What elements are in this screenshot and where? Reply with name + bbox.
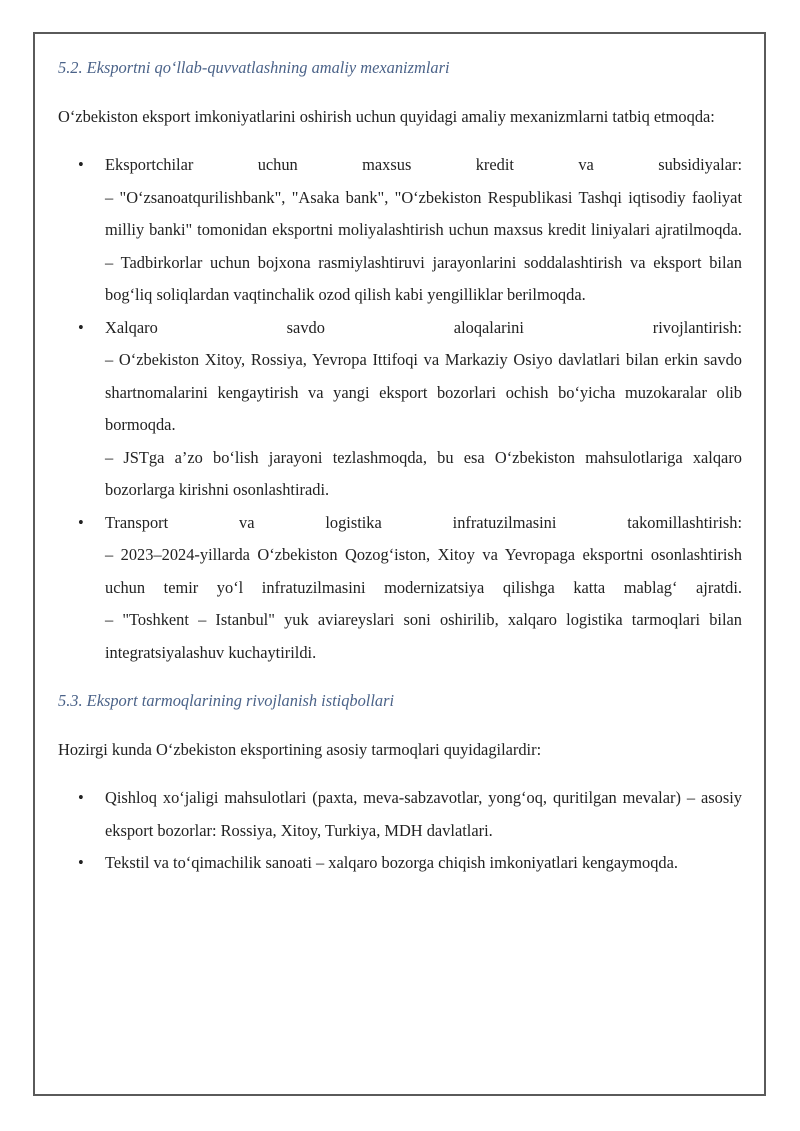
list-item-paragraph: – O‘zbekiston Xitoy, Rossiya, Yevropa Ittifoqi va Markaziy Osiyo davlatlari bilan erkin savdo shartnomalarini kengaytirish va yangi eksport bozorlari ochish bo‘yicha muzokaralar olib bormoqda. xyxy=(105,350,742,434)
list-item-paragraph: – "O‘zsanoatqurilishbank", "Asaka bank", "O‘zbekiston Respublikasi Tashqi iqtisodiy faoliyat milliy banki" tomonidan eksportni moliyalashtirish uchun maxsus kredit liniyalari ajratilmoqda. xyxy=(105,187,742,239)
support-mechanisms-list xyxy=(58,149,742,669)
section-5-2-intro: O‘zbekiston eksport imkoniyatlarini oshirish uchun quyidagi amaliy mexanizmlarni tatbiq etmoqda: xyxy=(58,106,715,126)
bullet: • xyxy=(78,155,84,174)
section-heading-5-2: 5.2. Eksportni qo‘llab-quvvatlashning amaliy mexanizmlari xyxy=(58,58,450,77)
export-sectors-list xyxy=(58,782,742,880)
list-item-paragraph: – JSTga a’zo bo‘lish jarayoni tezlashmoqda, bu esa O‘zbekiston mahsulotlariga xalqaro bozorlarga kirishni osonlashtiradi. xyxy=(105,447,742,499)
list-item-text: Qishloq xo‘jaligi mahsulotlari (paxta, meva-sabzavotlar, yong‘oq, quritilgan mevalar) – asosiy eksport bozorlar: Rossiya, Xitoy, Turkiya, MDH davlatlari. xyxy=(105,788,742,840)
document-body xyxy=(58,52,742,880)
list-item-text: Tekstil va to‘qimachilik sanoati – xalqaro bozorga chiqish imkoniyatlari kengaymoqda. xyxy=(105,853,678,872)
bullet: • xyxy=(78,853,84,872)
bullet: • xyxy=(78,317,84,337)
list-item-title: Transport va logistika infratuzilmasini takomillashtirish: xyxy=(105,512,742,532)
list-item xyxy=(58,507,742,670)
list-item xyxy=(58,847,742,880)
list-item xyxy=(58,149,742,312)
bullet: • xyxy=(78,788,84,807)
list-item xyxy=(58,312,742,507)
bullet: • xyxy=(78,512,84,532)
list-item-paragraph: – Tadbirkorlar uchun bojxona rasmiylashtiruvi jarayonlarini soddalashtirish va eksport bilan bog‘liq soliqlardan vaqtinchalik ozod qilish kabi yengilliklar berilmoqda. xyxy=(105,252,742,304)
section-5-3-intro: Hozirgi kunda O‘zbekiston eksportining asosiy tarmoqlari quyidagilardir: xyxy=(58,739,542,759)
list-item-title: Eksportchilar uchun maxsus kredit va subsidiyalar: xyxy=(105,155,742,174)
list-item-title: Xalqaro savdo aloqalarini rivojlantirish: xyxy=(105,317,742,337)
list-item-paragraph: – 2023–2024-yillarda O‘zbekiston Qozog‘iston, Xitoy va Yevropaga eksportni osonlashtirish uchun temir yo‘l infratuzilmasini modernizatsiya qilishga katta mablag‘ ajratdi. xyxy=(105,545,742,597)
section-heading-5-3: 5.3. Eksport tarmoqlarining rivojlanish istiqbollari xyxy=(58,691,395,710)
list-item xyxy=(58,782,742,847)
list-item-paragraph: – "Toshkent – Istanbul" yuk aviareyslari soni oshirilib, xalqaro logistika tarmoqlari bilan integratsiyalashuv kuchaytirildi. xyxy=(105,610,742,662)
